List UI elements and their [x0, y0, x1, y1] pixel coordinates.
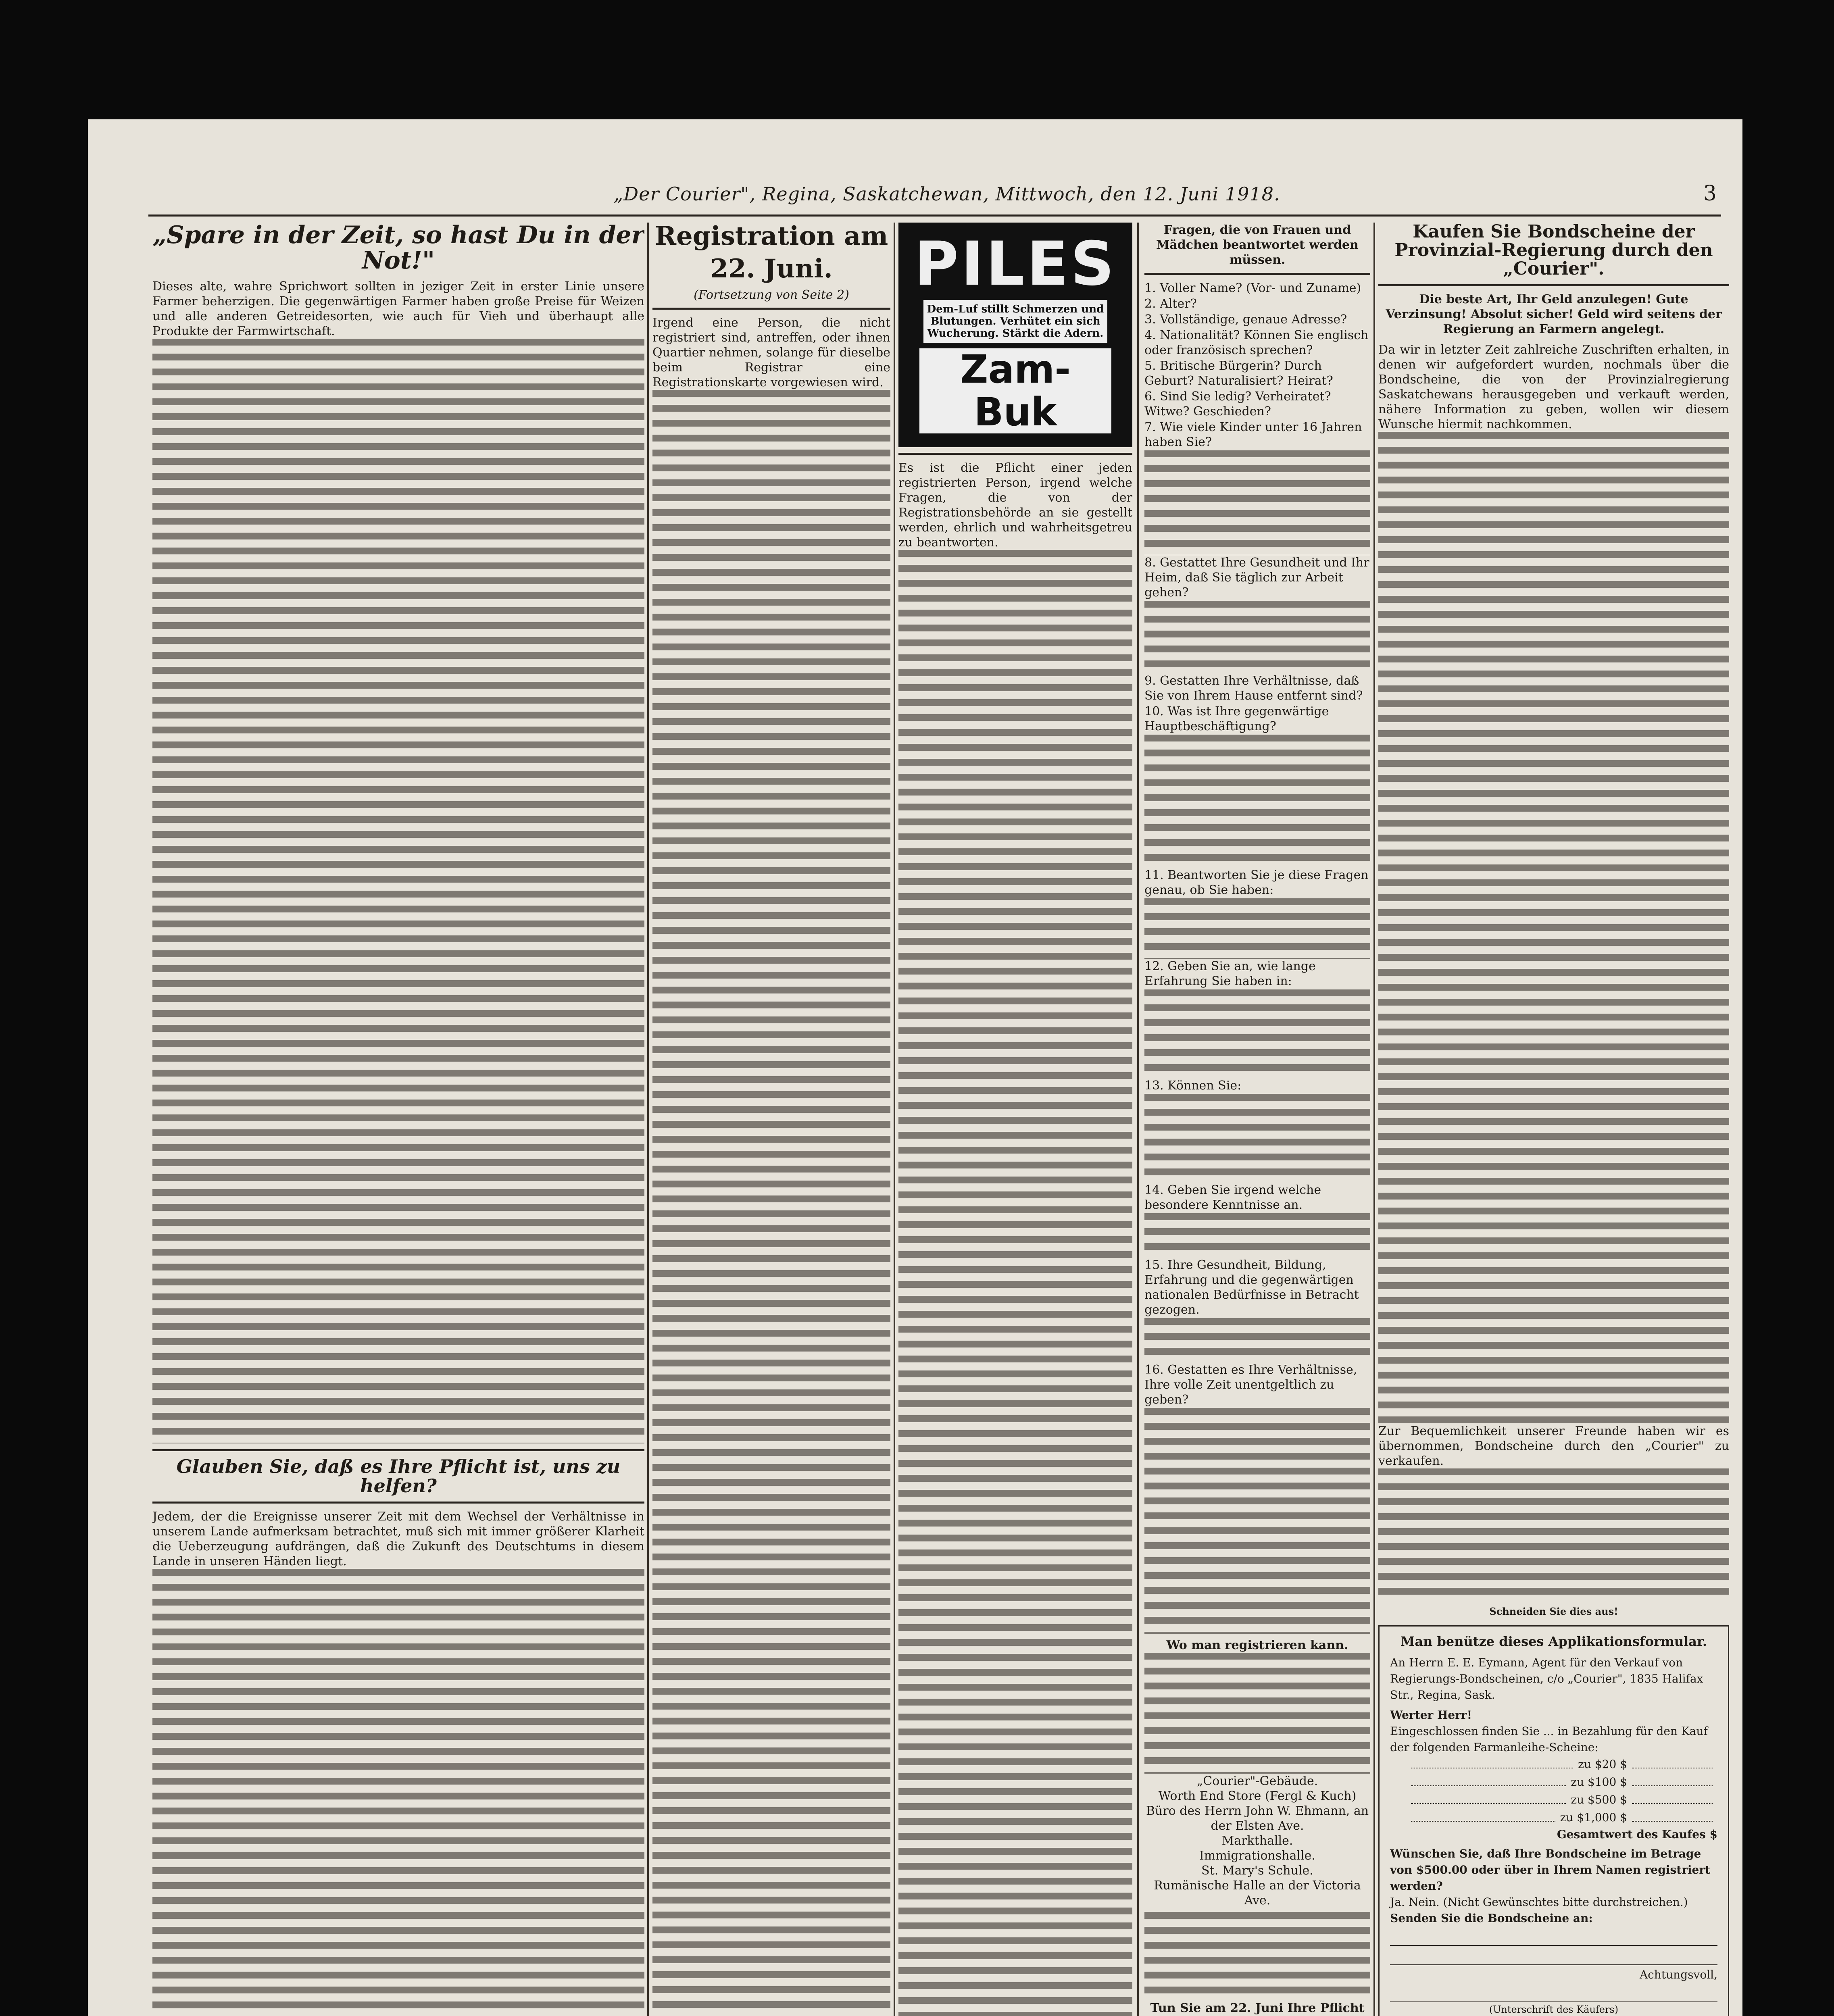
form-send-to: Senden Sie die Bondscheine an:	[1390, 1911, 1593, 1925]
form-addressee: An Herrn E. E. Eymann, Agent für den Verkauf von Regierungs-Bondscheinen, c/o „Courier", 1835 Halifax Str., Regina, Sask.	[1390, 1656, 1703, 1702]
bond-intro: Die beste Art, Ihr Geld anzulegen! Gute Verzinsung! Absolut sicher! Geld wird seitens der Regierung an Farmern angelegt.	[1386, 292, 1722, 336]
section-divider	[652, 308, 890, 310]
bond-body-lead: Da wir in letzter Zeit zahlreiche Zuschriften erhalten, in denen wir aufgefordert wurden, nochmals über die Bondscheine, die von der Provinzialregierung Saskatchewans herausgegeben und verkauft werden, nähere Information zu geben, wollen wir diesem Wunsche hiermit nachkommen.	[1378, 342, 1729, 431]
location-item: St. Mary's Schule.	[1201, 1864, 1313, 1878]
amount-row	[1390, 1809, 1717, 1826]
form-title: Man benütze dieses Applikationsformular.	[1400, 1633, 1707, 1649]
newspaper-page	[88, 119, 1742, 2016]
section-divider	[1378, 284, 1729, 286]
top-rule	[148, 215, 1721, 217]
section-divider	[152, 1449, 644, 1451]
closing-line: Tun Sie am 22. Juni Ihre Pflicht	[1150, 2001, 1365, 2015]
question-item: 1. Voller Name? (Vor- und Zuname)	[1144, 281, 1361, 295]
question-item: 6. Sind Sie ledig? Verheiratet? Witwe? Geschieden?	[1144, 389, 1331, 419]
questions-text	[1144, 450, 1370, 555]
question-item: 15. Ihre Gesundheit, Bildung, Erfahrung und die gegenwärtigen nationalen Bedürfnisse in Betracht gezogen.	[1144, 1258, 1359, 1317]
amount-label: zu $500 $	[1571, 1793, 1627, 1806]
column-rule	[1373, 223, 1375, 2016]
question-item: 16. Gestatten es Ihre Verhältnisse, Ihre volle Zeit unentgeltlich zu geben?	[1144, 1363, 1357, 1407]
cut-out-note: Schneiden Sie dies aus!	[1489, 1605, 1618, 1617]
location-item: Immigrationshalle.	[1199, 1849, 1315, 1863]
column-rule	[647, 223, 649, 2016]
section-divider	[898, 453, 1132, 455]
amount-label: zu $100 $	[1571, 1775, 1627, 1789]
form-blank-line	[1390, 1948, 1717, 1965]
column-3-body-text	[898, 550, 1132, 2016]
ad-brand: Zam-Buk	[919, 348, 1111, 433]
question-item: 3. Vollständige, genaue Adresse?	[1144, 312, 1347, 327]
questions-text	[1144, 1408, 1370, 1634]
question-item: 2. Alter?	[1144, 297, 1197, 311]
article-2-body-text	[152, 1569, 644, 2016]
bond-article	[1378, 223, 1729, 2016]
column-rule	[894, 223, 895, 2016]
registration-headline-line2: 22. Juni.	[710, 254, 833, 284]
column-3-body-lead: Es ist die Pflicht einer jeden registrierten Person, irgend welche Fragen, die von der Registrationsbehörde an sie gestellt werden, ehrlich und wahrheitsgetreu zu beantworten.	[898, 461, 1132, 550]
form-enclosed: Eingeschlossen finden Sie ... in Bezahlung für den Kauf der folgenden Farmanleihe-Scheine:	[1390, 1724, 1708, 1754]
page-number: 3	[1703, 181, 1717, 206]
form-blank-line	[1390, 1929, 1717, 1946]
question-item: 10. Was ist Ihre gegenwärtige Hauptbeschäftigung?	[1144, 704, 1329, 733]
registration-body-lead: Irgend eine Person, die nicht registriert sind, antreffen, oder ihnen Quartier nehmen, solange für dieselbe beim Registrar eine Registrationskarte vorgewiesen wird.	[652, 316, 890, 390]
closing-text	[1144, 1912, 1370, 2001]
question-item: 14. Geben Sie irgend welche besondere Kenntnisse an.	[1144, 1183, 1321, 1212]
question-item: 7. Wie viele Kinder unter 16 Jahren haben Sie?	[1144, 420, 1362, 449]
location-item: „Courier"-Gebäude.	[1196, 1774, 1318, 1788]
zam-buk-advertisement	[898, 223, 1132, 447]
article-headline: „Spare in der Zeit, so hast Du in der Not!"	[152, 223, 644, 275]
masthead-text: „Der Courier", Regina, Saskatchewan, Mittwoch, den 12. Juni 1918.	[613, 183, 1280, 205]
bond-body-mid: Zur Bequemlichkeit unserer Freunde haben wir es übernommen, Bondscheine durch den „Courier" zu verkaufen.	[1378, 1424, 1729, 1468]
amount-label: zu $20 $	[1578, 1757, 1627, 1771]
question-item: 12. Geben Sie an, wie lange Erfahrung Sie haben in:	[1144, 959, 1316, 988]
form-greeting: Werter Herr!	[1390, 1708, 1472, 1722]
questions-text	[1144, 1094, 1370, 1183]
questions-text	[1144, 898, 1370, 959]
bond-headline: Kaufen Sie Bondscheine der Provinzial-Regierung durch den „Courier".	[1394, 223, 1713, 279]
masthead	[169, 180, 1725, 212]
question-item: 13. Können Sie:	[1144, 1079, 1242, 1093]
form-yes-no: Ja. Nein. (Nicht Gewünschtes bitte durchstreichen.)	[1390, 1895, 1688, 1909]
question-item: 11. Beantworten Sie je diese Fragen genau, ob Sie haben:	[1144, 868, 1369, 897]
registration-questions	[1144, 223, 1370, 2016]
questions-text	[1144, 1213, 1370, 1258]
location-item: Worth End Store (Fergl & Kuch)	[1158, 1789, 1357, 1803]
questions-text	[1144, 735, 1370, 868]
section-divider	[152, 1502, 644, 1504]
application-form	[1378, 1625, 1729, 2016]
article-body-lead: Dieses alte, wahre Sprichwort sollten in jeziger Zeit in erster Linie unsere Farmer beherzigen. Die gegenwärtigen Farmer haben große Preise für Weizen und alle anderen Getreidesorten, wie auch für Vieh und überhaupt alle Produkte der Farmwirtschaft.	[152, 279, 644, 338]
form-closing: Achtungsvoll,	[1639, 1968, 1717, 1981]
column-3	[898, 223, 1132, 2016]
bond-body-text	[1378, 432, 1729, 1424]
article-headline-2: Glauben Sie, daß es Ihre Pflicht ist, uns zu helfen?	[176, 1456, 621, 1497]
article-body-text	[152, 339, 644, 1443]
location-item: Markthalle.	[1221, 1834, 1293, 1848]
question-item: 9. Gestatten Ihre Verhältnisse, daß Sie von Ihrem Hause entfernt sind?	[1144, 674, 1363, 703]
location-item: Rumänische Halle an der Victoria Ave.	[1154, 1879, 1361, 1908]
article-registration	[652, 223, 890, 2016]
where-to-register-text	[1144, 1653, 1370, 1774]
registration-body-text	[652, 390, 890, 2016]
questions-text	[1144, 989, 1370, 1078]
amount-row	[1390, 1773, 1717, 1791]
amount-label: zu $1,000 $	[1560, 1810, 1627, 1824]
continuation-note: (Fortsetzung von Seite 2)	[694, 288, 849, 302]
article-spare-in-der-zeit	[152, 223, 644, 2016]
questions-text	[1144, 1318, 1370, 1362]
form-total: Gesamtwert des Kaufes $	[1557, 1827, 1717, 1841]
section-divider	[1144, 273, 1370, 275]
questions-text	[1144, 601, 1370, 673]
ad-tagline: Dem-Luf stillt Schmerzen und Blutungen. Verhütet ein sich Wucherung. Stärkt die Adern.	[923, 300, 1107, 343]
signature-line	[1390, 1985, 1717, 2002]
registration-headline-line1: Registration am	[654, 223, 888, 251]
question-item: 8. Gestattet Ihre Gesundheit und Ihr Heim, daß Sie täglich zur Arbeit gehen?	[1144, 556, 1369, 600]
column-rule	[1137, 223, 1139, 2016]
amount-row	[1390, 1756, 1717, 1773]
article-2-body-lead: Jedem, der die Ereignisse unserer Zeit mit dem Wechsel der Verhältnisse in unserem Lande aufmerksam betrachtet, muß sich mit immer größerer Klarheit die Ueberzeugung aufdrängen, daß die Zukunft des Deutschtums in diesem Lande in unseren Händen liegt.	[152, 1509, 644, 1568]
location-item: Büro des Herrn John W. Ehmann, an der Elsten Ave.	[1146, 1804, 1369, 1833]
where-to-register-heading: Wo man registrieren kann.	[1166, 1638, 1348, 1652]
question-item: 5. Britische Bürgerin? Durch Geburt? Naturalisiert? Heirat?	[1144, 359, 1333, 388]
amount-row	[1390, 1791, 1717, 1809]
bond-body-text	[1378, 1468, 1729, 1602]
form-question: Wünschen Sie, daß Ihre Bondscheine im Betrage von $500.00 oder über in Ihrem Namen registriert werden?	[1390, 1847, 1711, 1893]
signature-caption: (Unterschrift des Käufers)	[1489, 2004, 1619, 2015]
question-item: 4. Nationalität? Können Sie englisch oder französisch sprechen?	[1144, 328, 1369, 357]
questions-heading: Fragen, die von Frauen und Mädchen beantwortet werden müssen.	[1156, 223, 1359, 267]
ad-title: PILES	[914, 229, 1117, 299]
